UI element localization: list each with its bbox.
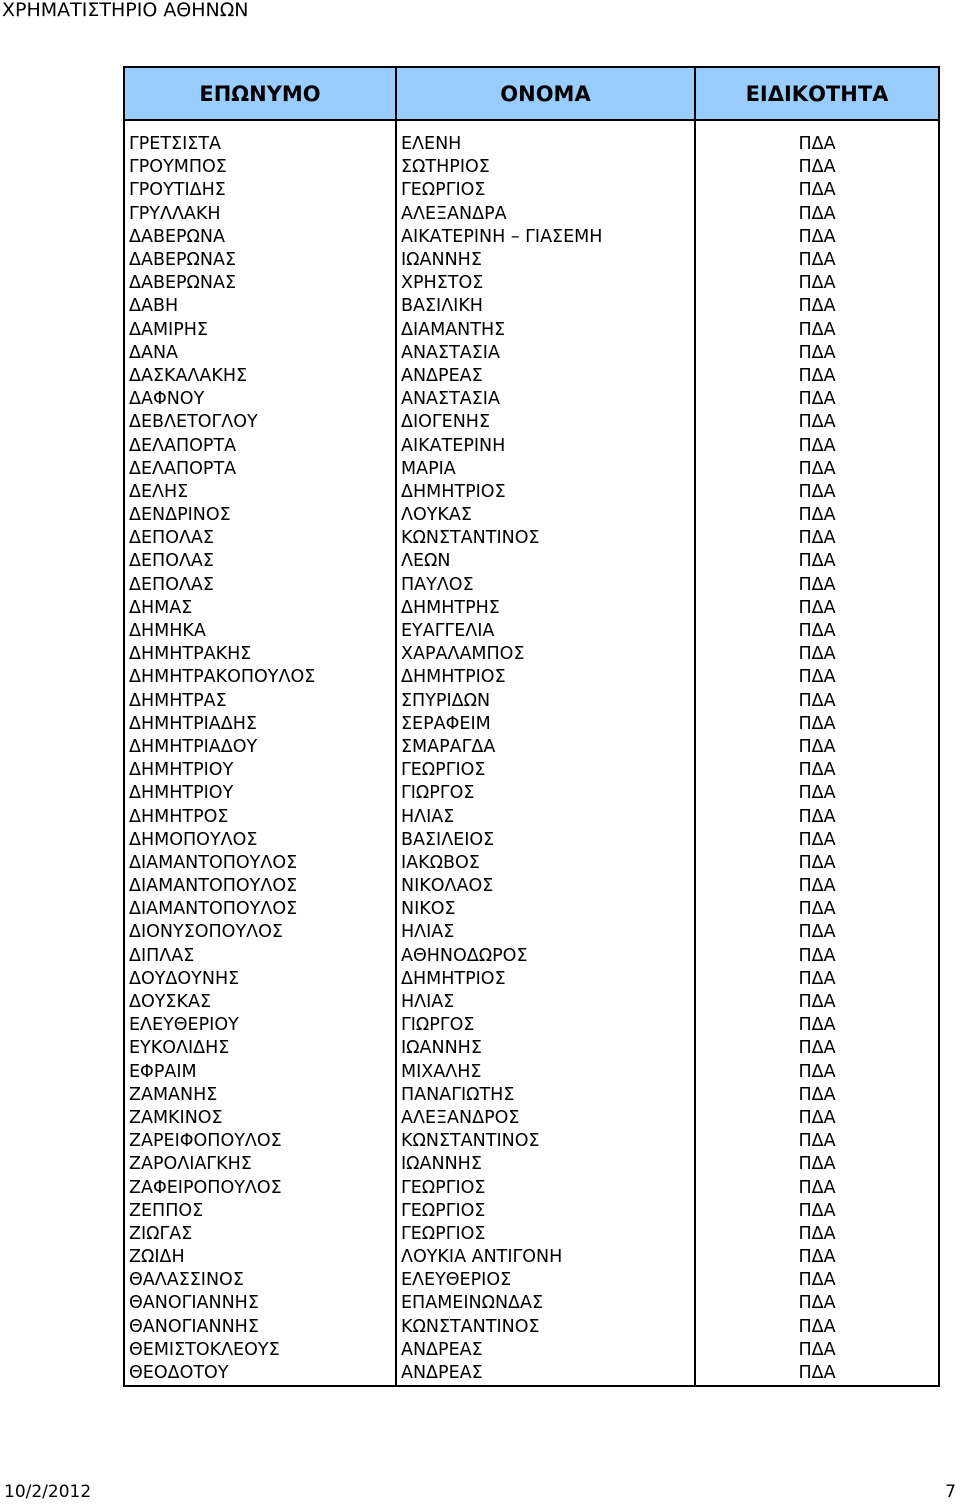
cell-name: ΔΗΜΗΤΡΙΟΣ [396,481,695,504]
cell-specialty: ΠΔΑ [695,1084,939,1107]
cell-name: ΑΝΔΡΕΑΣ [396,365,695,388]
cell-specialty: ΠΔΑ [695,736,939,759]
cell-surname: ΕΦΡΑΙΜ [124,1061,396,1084]
cell-surname: ΔΗΜΗΤΡΙΟΥ [124,782,396,805]
cell-surname: ΔΑΒΗ [124,295,396,318]
table-row [124,643,939,666]
cell-specialty: ΠΔΑ [695,342,939,365]
column-header-name: ΟΝΟΜΑ [396,67,695,120]
cell-surname: ΔΑΝΑ [124,342,396,365]
table-row [124,852,939,875]
cell-surname: ΘΑΛΑΣΣΙΝΟΣ [124,1269,396,1292]
cell-specialty: ΠΔΑ [695,1339,939,1362]
table-row [124,1014,939,1037]
cell-specialty: ΠΔΑ [695,597,939,620]
cell-name: ΙΑΚΩΒΟΣ [396,852,695,875]
table-row [124,1246,939,1269]
cell-specialty: ΠΔΑ [695,759,939,782]
cell-surname: ΖΑΜΚΙΝΟΣ [124,1107,396,1130]
cell-name: ΑΙΚΑΤΕΡΙΝΗ – ΓΙΑΣΕΜΗ [396,226,695,249]
cell-surname: ΔΑΣΚΑΛΑΚΗΣ [124,365,396,388]
cell-specialty: ΠΔΑ [695,852,939,875]
cell-name: ΣΜΑΡΑΓΔΑ [396,736,695,759]
table-row [124,156,939,179]
cell-name: ΑΙΚΑΤΕΡΙΝΗ [396,434,695,457]
cell-surname: ΔΙΑΜΑΝΤΟΠΟΥΛΟΣ [124,852,396,875]
cell-name: ΑΘΗΝΟΔΩΡΟΣ [396,945,695,968]
table-row [124,411,939,434]
cell-surname: ΔΗΜΗΤΡΑΣ [124,690,396,713]
cell-surname: ΔΗΜΟΠΟΥΛΟΣ [124,829,396,852]
cell-specialty: ΠΔΑ [695,272,939,295]
cell-surname: ΘΑΝΟΓΙΑΝΝΗΣ [124,1316,396,1339]
cell-specialty: ΠΔΑ [695,527,939,550]
footer-date: 10/2/2012 [4,1482,92,1502]
cell-specialty: ΠΔΑ [695,875,939,898]
cell-surname: ΔΙΟΝΥΣΟΠΟΥΛΟΣ [124,921,396,944]
cell-name: ΑΝΔΡΕΑΣ [396,1362,695,1386]
table-row [124,968,939,991]
cell-specialty: ΠΔΑ [695,133,939,156]
cell-specialty: ΠΔΑ [695,1316,939,1339]
table-row [124,690,939,713]
cell-name: ΑΝΔΡΕΑΣ [396,1339,695,1362]
table-row [124,527,939,550]
table-row [124,1176,939,1199]
cell-specialty: ΠΔΑ [695,411,939,434]
cell-name: ΝΙΚΟΛΑΟΣ [396,875,695,898]
column-header-surname: ΕΠΩΝΥΜΟ [124,67,396,120]
table-row [124,226,939,249]
table-row [124,875,939,898]
table-row [124,736,939,759]
cell-surname: ΘΕΜΙΣΤΟΚΛΕΟΥΣ [124,1339,396,1362]
table-row [124,203,939,226]
cell-name: ΑΛΕΞΑΝΔΡΟΣ [396,1107,695,1130]
cell-surname: ΔΙΑΜΑΝΤΟΠΟΥΛΟΣ [124,898,396,921]
cell-specialty: ΠΔΑ [695,295,939,318]
cell-specialty: ΠΔΑ [695,574,939,597]
cell-name: ΒΑΣΙΛΕΙΟΣ [396,829,695,852]
cell-name: ΔΗΜΗΤΡΙΟΣ [396,968,695,991]
participants-table [123,66,940,1387]
cell-name: ΔΙΑΜΑΝΤΗΣ [396,319,695,342]
cell-name: ΔΗΜΗΤΡΗΣ [396,597,695,620]
cell-name: ΔΗΜΗΤΡΙΟΣ [396,666,695,689]
table-row [124,1153,939,1176]
cell-surname: ΔΕΛΗΣ [124,481,396,504]
cell-surname: ΔΑΜΙΡΗΣ [124,319,396,342]
table-row [124,620,939,643]
table-row [124,1223,939,1246]
participants-table-container [123,66,940,1387]
cell-specialty: ΠΔΑ [695,458,939,481]
table-body [124,120,939,1386]
cell-name: ΕΛΕΝΗ [396,133,695,156]
cell-specialty: ΠΔΑ [695,968,939,991]
cell-surname: ΔΙΠΛΑΣ [124,945,396,968]
table-row [124,1292,939,1315]
cell-name: ΚΩΝΣΤΑΝΤΙΝΟΣ [396,1130,695,1153]
cell-specialty: ΠΔΑ [695,1061,939,1084]
cell-specialty: ΠΔΑ [695,203,939,226]
cell-surname: ΓΡΕΤΣΙΣΤΑ [124,133,396,156]
cell-specialty: ΠΔΑ [695,1269,939,1292]
cell-name: ΗΛΙΑΣ [396,991,695,1014]
cell-specialty: ΠΔΑ [695,991,939,1014]
cell-surname: ΔΗΜΗΤΡΑΚΗΣ [124,643,396,666]
cell-specialty: ΠΔΑ [695,666,939,689]
table-row [124,597,939,620]
cell-surname: ΔΗΜΗΤΡΙΑΔΟΥ [124,736,396,759]
cell-specialty: ΠΔΑ [695,713,939,736]
page-title: ΧΡΗΜΑΤΙΣΤΗΡΙΟ ΑΘΗΝΩΝ [2,0,249,21]
cell-surname: ΖΑΜΑΝΗΣ [124,1084,396,1107]
cell-specialty: ΠΔΑ [695,1200,939,1223]
cell-specialty: ΠΔΑ [695,226,939,249]
cell-name: ΒΑΣΙΛΙΚΗ [396,295,695,318]
table-row [124,574,939,597]
cell-name: ΧΑΡΑΛΑΜΠΟΣ [396,643,695,666]
cell-surname: ΔΙΑΜΑΝΤΟΠΟΥΛΟΣ [124,875,396,898]
cell-specialty: ΠΔΑ [695,643,939,666]
cell-name: ΚΩΝΣΤΑΝΤΙΝΟΣ [396,1316,695,1339]
table-row [124,133,939,156]
table-row [124,782,939,805]
cell-specialty: ΠΔΑ [695,945,939,968]
cell-specialty: ΠΔΑ [695,1292,939,1315]
cell-surname: ΔΟΥΣΚΑΣ [124,991,396,1014]
table-row [124,945,939,968]
cell-specialty: ΠΔΑ [695,829,939,852]
cell-name: ΓΙΩΡΓΟΣ [396,782,695,805]
cell-surname: ΔΑΒΕΡΩΝΑ [124,226,396,249]
cell-surname: ΔΕΝΔΡΙΝΟΣ [124,504,396,527]
cell-name: ΠΑΥΛΟΣ [396,574,695,597]
table-row [124,458,939,481]
table-row [124,365,939,388]
cell-specialty: ΠΔΑ [695,156,939,179]
cell-surname: ΔΕΒΛΕΤΟΓΛΟΥ [124,411,396,434]
cell-surname: ΖΙΩΓΑΣ [124,1223,396,1246]
table-row [124,1362,939,1386]
cell-name: ΜΙΧΑΛΗΣ [396,1061,695,1084]
cell-name: ΕΛΕΥΘΕΡΙΟΣ [396,1269,695,1292]
cell-surname: ΘΕΟΔΟΤΟΥ [124,1362,396,1386]
cell-surname: ΔΑΒΕΡΩΝΑΣ [124,249,396,272]
cell-surname: ΔΕΛΑΠΟΡΤΑ [124,434,396,457]
table-row [124,272,939,295]
cell-name: ΙΩΑΝΝΗΣ [396,249,695,272]
cell-specialty: ΠΔΑ [695,1246,939,1269]
table-row [124,1084,939,1107]
cell-name: ΛΟΥΚΙΑ ΑΝΤΙΓΟΝΗ [396,1246,695,1269]
cell-name: ΙΩΑΝΝΗΣ [396,1037,695,1060]
cell-name: ΣΕΡΑΦΕΙΜ [396,713,695,736]
cell-specialty: ΠΔΑ [695,620,939,643]
cell-surname: ΔΕΠΟΛΑΣ [124,574,396,597]
cell-specialty: ΠΔΑ [695,1130,939,1153]
cell-surname: ΔΗΜΗΤΡΑΚΟΠΟΥΛΟΣ [124,666,396,689]
table-row [124,295,939,318]
cell-surname: ΔΕΠΟΛΑΣ [124,550,396,573]
cell-specialty: ΠΔΑ [695,805,939,828]
table-row [124,1107,939,1130]
cell-name: ΛΕΩΝ [396,550,695,573]
cell-name: ΓΕΩΡΓΙΟΣ [396,1223,695,1246]
table-row [124,249,939,272]
cell-name: ΛΟΥΚΑΣ [396,504,695,527]
table-row [124,1200,939,1223]
table-row [124,481,939,504]
cell-surname: ΔΕΠΟΛΑΣ [124,527,396,550]
table-row [124,434,939,457]
cell-name: ΑΝΑΣΤΑΣΙΑ [396,388,695,411]
cell-specialty: ΠΔΑ [695,319,939,342]
cell-name: ΝΙΚΟΣ [396,898,695,921]
cell-name: ΓΕΩΡΓΙΟΣ [396,759,695,782]
table-header [124,67,939,120]
cell-specialty: ΠΔΑ [695,1037,939,1060]
cell-specialty: ΠΔΑ [695,249,939,272]
cell-specialty: ΠΔΑ [695,365,939,388]
cell-name: ΗΛΙΑΣ [396,921,695,944]
cell-name: ΑΛΕΞΑΝΔΡΑ [396,203,695,226]
cell-specialty: ΠΔΑ [695,1362,939,1386]
cell-name: ΑΝΑΣΤΑΣΙΑ [396,342,695,365]
cell-name: ΕΠΑΜΕΙΝΩΝΔΑΣ [396,1292,695,1315]
table-row [124,319,939,342]
cell-surname: ΔΗΜΑΣ [124,597,396,620]
cell-surname: ΖΑΦΕΙΡΟΠΟΥΛΟΣ [124,1176,396,1199]
table-row [124,1269,939,1292]
table-row [124,759,939,782]
cell-specialty: ΠΔΑ [695,898,939,921]
cell-surname: ΓΡΥΛΛΑΚΗ [124,203,396,226]
table-row [124,829,939,852]
cell-surname: ΔΟΥΔΟΥΝΗΣ [124,968,396,991]
cell-specialty: ΠΔΑ [695,388,939,411]
cell-name: ΙΩΑΝΝΗΣ [396,1153,695,1176]
table-row [124,1316,939,1339]
column-header-specialty: ΕΙΔΙΚΟΤΗΤΑ [695,67,939,120]
cell-surname: ΔΑΒΕΡΩΝΑΣ [124,272,396,295]
table-row [124,1339,939,1362]
cell-surname: ΔΗΜΗΤΡΙΑΔΗΣ [124,713,396,736]
cell-name: ΜΑΡΙΑ [396,458,695,481]
cell-specialty: ΠΔΑ [695,1176,939,1199]
table-row [124,342,939,365]
table-row [124,666,939,689]
page-number: 7 [945,1482,956,1502]
cell-specialty: ΠΔΑ [695,782,939,805]
cell-specialty: ΠΔΑ [695,179,939,202]
cell-name: ΠΑΝΑΓΙΩΤΗΣ [396,1084,695,1107]
cell-surname: ΕΛΕΥΘΕΡΙΟΥ [124,1014,396,1037]
cell-name: ΧΡΗΣΤΟΣ [396,272,695,295]
cell-surname: ΔΑΦΝΟΥ [124,388,396,411]
table-row [124,805,939,828]
cell-name: ΓΕΩΡΓΙΟΣ [396,1200,695,1223]
cell-name: ΓΕΩΡΓΙΟΣ [396,1176,695,1199]
table-row [124,713,939,736]
cell-surname: ΖΑΡΕΙΦΟΠΟΥΛΟΣ [124,1130,396,1153]
table-row [124,179,939,202]
cell-specialty: ΠΔΑ [695,1107,939,1130]
cell-specialty: ΠΔΑ [695,690,939,713]
cell-name: ΕΥΑΓΓΕΛΙΑ [396,620,695,643]
table-row [124,921,939,944]
table-row [124,991,939,1014]
cell-surname: ΖΕΠΠΟΣ [124,1200,396,1223]
cell-specialty: ΠΔΑ [695,1014,939,1037]
cell-name: ΓΙΩΡΓΟΣ [396,1014,695,1037]
cell-specialty: ΠΔΑ [695,921,939,944]
cell-specialty: ΠΔΑ [695,504,939,527]
table-row [124,504,939,527]
cell-name: ΗΛΙΑΣ [396,805,695,828]
table-row [124,1130,939,1153]
cell-name: ΣΩΤΗΡΙΟΣ [396,156,695,179]
cell-surname: ΖΩΙΔΗ [124,1246,396,1269]
cell-name: ΓΕΩΡΓΙΟΣ [396,179,695,202]
cell-surname: ΓΡΟΥΤΙΔΗΣ [124,179,396,202]
cell-specialty: ΠΔΑ [695,1223,939,1246]
cell-specialty: ΠΔΑ [695,550,939,573]
cell-surname: ΖΑΡΟΛΙΑΓΚΗΣ [124,1153,396,1176]
cell-specialty: ΠΔΑ [695,434,939,457]
cell-name: ΚΩΝΣΤΑΝΤΙΝΟΣ [396,527,695,550]
cell-surname: ΔΗΜΗΤΡΙΟΥ [124,759,396,782]
cell-surname: ΕΥΚΟΛΙΔΗΣ [124,1037,396,1060]
cell-specialty: ΠΔΑ [695,481,939,504]
cell-surname: ΔΗΜΗΚΑ [124,620,396,643]
table-row [124,388,939,411]
cell-name: ΣΠΥΡΙΔΩΝ [396,690,695,713]
table-row [124,898,939,921]
cell-specialty: ΠΔΑ [695,1153,939,1176]
cell-surname: ΔΕΛΑΠΟΡΤΑ [124,458,396,481]
table-row [124,1061,939,1084]
cell-surname: ΔΗΜΗΤΡΟΣ [124,805,396,828]
cell-surname: ΓΡΟΥΜΠΟΣ [124,156,396,179]
cell-surname: ΘΑΝΟΓΙΑΝΝΗΣ [124,1292,396,1315]
cell-name: ΔΙΟΓΕΝΗΣ [396,411,695,434]
table-row [124,1037,939,1060]
table-row [124,550,939,573]
